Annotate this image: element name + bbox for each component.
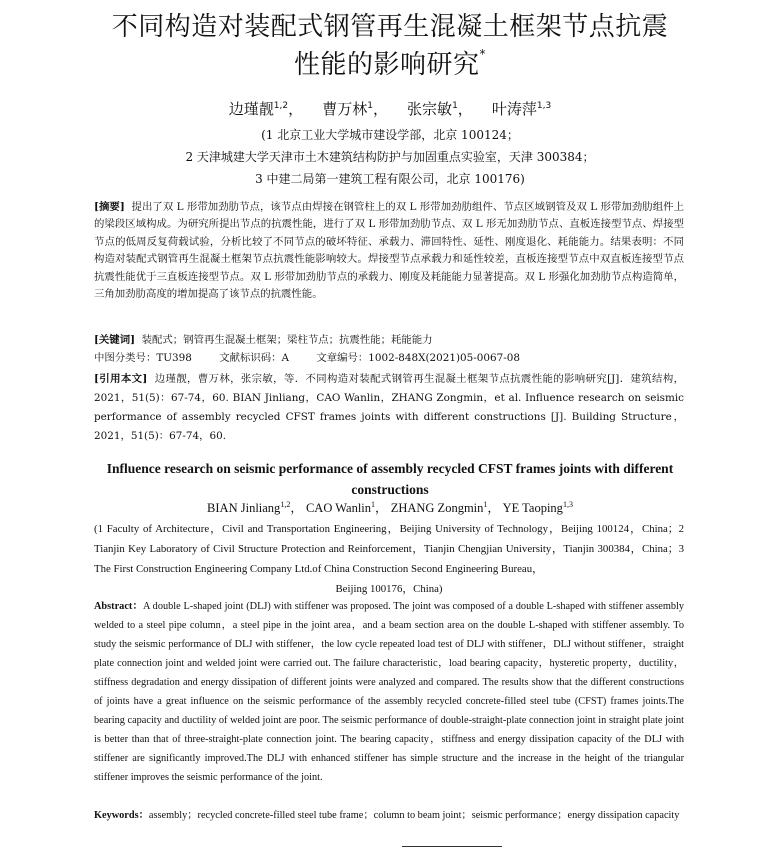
- abstract-en-text: A double L-shaped joint (DLJ) with stiffener was proposed. The joint was composed of a double L-shaped with stiffener assembly welded to a steel pipe column，a steel pipe in the joint area，and a beam section area on the double L-shaped with stiffener assembly. To study the seismic performance of DLJ with stiffener，the low cycle repeated load test of DLJ with stiffener，DLJ without stiffener，straight plate connection joint and welded joint were carried out. The failure characteristic，load bearing capacity，hysteretic property，ductility，stiffness degradation and energy dissipation of different joints were analyzed and compared. The results show that the different constructions of joints have a great influence on the seismic performance of the assembly recycled concrete-filled steel tube (CFST) frames joints.The bearing capacity and ductility of welded joint are poor. The seismic performance of double-straight-plate connection joint in straight plate joint is better than that of three-straight-plate connection joint. The bearing capacity，stiffness and energy dissipation capacity of the DLJ with stiffener are significantly improved.The DLJ with enhanced stiffener has simple structure and the increase in the height of the triangular stiffener improves the seismic performance of the joint.: [94, 601, 684, 783]
- author-sup: 1,2: [273, 101, 289, 111]
- title-en: Influence research on seismic performance of assembly recycled CFST frames joints with different constructions: [106, 461, 674, 497]
- footnote-rule: [402, 846, 502, 847]
- title-cn-line2-text: 性能的影响研究: [293, 50, 480, 80]
- article-number: 文章编号：1002-848X(2021)05-0067-08: [316, 352, 520, 364]
- author-sep: ，: [372, 100, 388, 118]
- author-sup: 1: [452, 101, 458, 111]
- affiliation-cn-2: 2 天津城建大学天津市土木建筑结构防护与加固重点实验室，天津 300384；: [185, 150, 595, 164]
- affiliation-en-last-line: Beijing 100176，China): [335, 583, 443, 595]
- affiliation-en: [94, 519, 684, 599]
- abstract-cn: [94, 199, 684, 303]
- author-sup: 1,2: [280, 499, 291, 509]
- author-sep: ，: [288, 100, 304, 118]
- keywords-en-text: assembly；recycled concrete-filled steel tube frame；column to beam joint；seismic performance；energy dissipation capacity: [148, 810, 680, 821]
- classification-row: [94, 350, 684, 367]
- authors-cn: [60, 98, 720, 119]
- author-en-2: [306, 501, 388, 515]
- affiliation-cn-1: (1 北京工业大学城市建设学部，北京 100124；: [261, 128, 519, 142]
- keywords-en-label: Keywords：: [94, 810, 149, 821]
- abstract-en: [94, 597, 684, 787]
- author-en-1: [207, 501, 303, 515]
- author-sep: ，: [375, 501, 388, 515]
- author-sep: ，: [290, 501, 303, 515]
- author-en-4: [503, 501, 573, 515]
- author-name: BIAN Jinliang: [207, 501, 281, 515]
- abstract-cn-text: 提出了双 L 形带加劲肋节点，该节点由焊接在钢管柱上的双 L 形带加劲肋组件、节点区域钢管及双 L 形带加劲肋组件上的梁段区域构成。为研究所提出节点的抗震性能，进行了双 L 形带加劲肋节点、双 L 形无加劲肋节点、直板连接型节点、焊接型节点的低周反复荷载试验，分析比较了不同节点的破坏特征、承载力、滞回特性、延性、刚度退化、耗能能力。结果表明：不同构造对装配式钢管再生混凝土框架节点抗震性能影响较大。焊接型节点承载力和延性较差，直板连接型节点中双直板连接型节点抗震性能优于三直板连接型节点。双 L 形带加劲肋节点的承载力、刚度及耗能能力显著提高。双 L 形强化加劲肋节点构造简单，三角加劲肋高度的增加提高了该节点的抗震性能。: [94, 201, 684, 301]
- author-sup: 1: [483, 499, 488, 509]
- author-sep: ，: [457, 100, 473, 118]
- author-name: 边瑾靓: [228, 100, 274, 118]
- affiliation-cn-3: 3 中建二局第一建筑工程有限公司，北京 100176): [255, 172, 525, 186]
- citation: [94, 370, 684, 446]
- author-name: YE Taoping: [502, 501, 563, 515]
- abstract-cn-label: [摘要]: [94, 201, 125, 213]
- author-name: ZHANG Zongmin: [390, 501, 484, 515]
- document-code: 文献标识码：A: [219, 352, 290, 364]
- clc-number: 中图分类号：TU398: [94, 352, 192, 364]
- keywords-cn: [94, 332, 684, 349]
- keywords-cn-label: [关键词]: [94, 334, 136, 346]
- author-sup: 1: [367, 101, 373, 111]
- author-sup: 1,3: [536, 101, 552, 111]
- title-cn-line1: 不同构造对装配式钢管再生混凝土框架节点抗震: [111, 12, 669, 42]
- keywords-cn-text: 装配式；钢管再生混凝土框架；梁柱节点；抗震性能；耗能能力: [141, 334, 433, 346]
- title-cn-line2: [60, 47, 720, 80]
- abstract-en-label: Abstract：: [94, 601, 144, 612]
- author-cn-1: [229, 100, 303, 118]
- author-name: CAO Wanlin: [305, 501, 372, 515]
- author-sup: 1,3: [562, 499, 573, 509]
- author-name: 曹万林: [322, 100, 368, 118]
- author-cn-3: [407, 100, 473, 118]
- citation-text: 边瑾靓，曹万林，张宗敏，等．不同构造对装配式钢管再生混凝土框架节点抗震性能的影响研究[J]．建筑结构，2021，51(5)：67-74，60. BIAN Jinliang，CAO Wanlin，ZHANG Zongmin，et al. Influence research on seismic performance of assembly recycled CFST frames joints with different constructions [J]. Building Structure，2021，51(5)：67-74，60.: [94, 373, 684, 442]
- author-sep: ，: [487, 501, 500, 515]
- author-en-3: [391, 501, 500, 515]
- author-cn-4: [492, 100, 551, 118]
- author-name: 叶涛萍: [491, 100, 537, 118]
- author-cn-2: [322, 100, 388, 118]
- title-footnote-mark: *: [479, 47, 486, 61]
- author-sup: 1: [371, 499, 376, 509]
- keywords-en: [94, 806, 684, 825]
- affiliation-en-text: (1 Faculty of Architecture，Civil and Transportation Engineering，Beijing University of Technology，Beijing 100124，China；2 Tianjin Key Laboratory of Civil Structure Protection and Reinforcement，Tianjin Chengjian University，Tianjin 300384，China；3 The First Construction Engineering Company Ltd.of China Construction Second Engineering Bureau，: [94, 523, 684, 575]
- author-name: 张宗敏: [407, 100, 453, 118]
- citation-label: [引用本文]: [94, 373, 148, 385]
- authors-en: [100, 498, 680, 516]
